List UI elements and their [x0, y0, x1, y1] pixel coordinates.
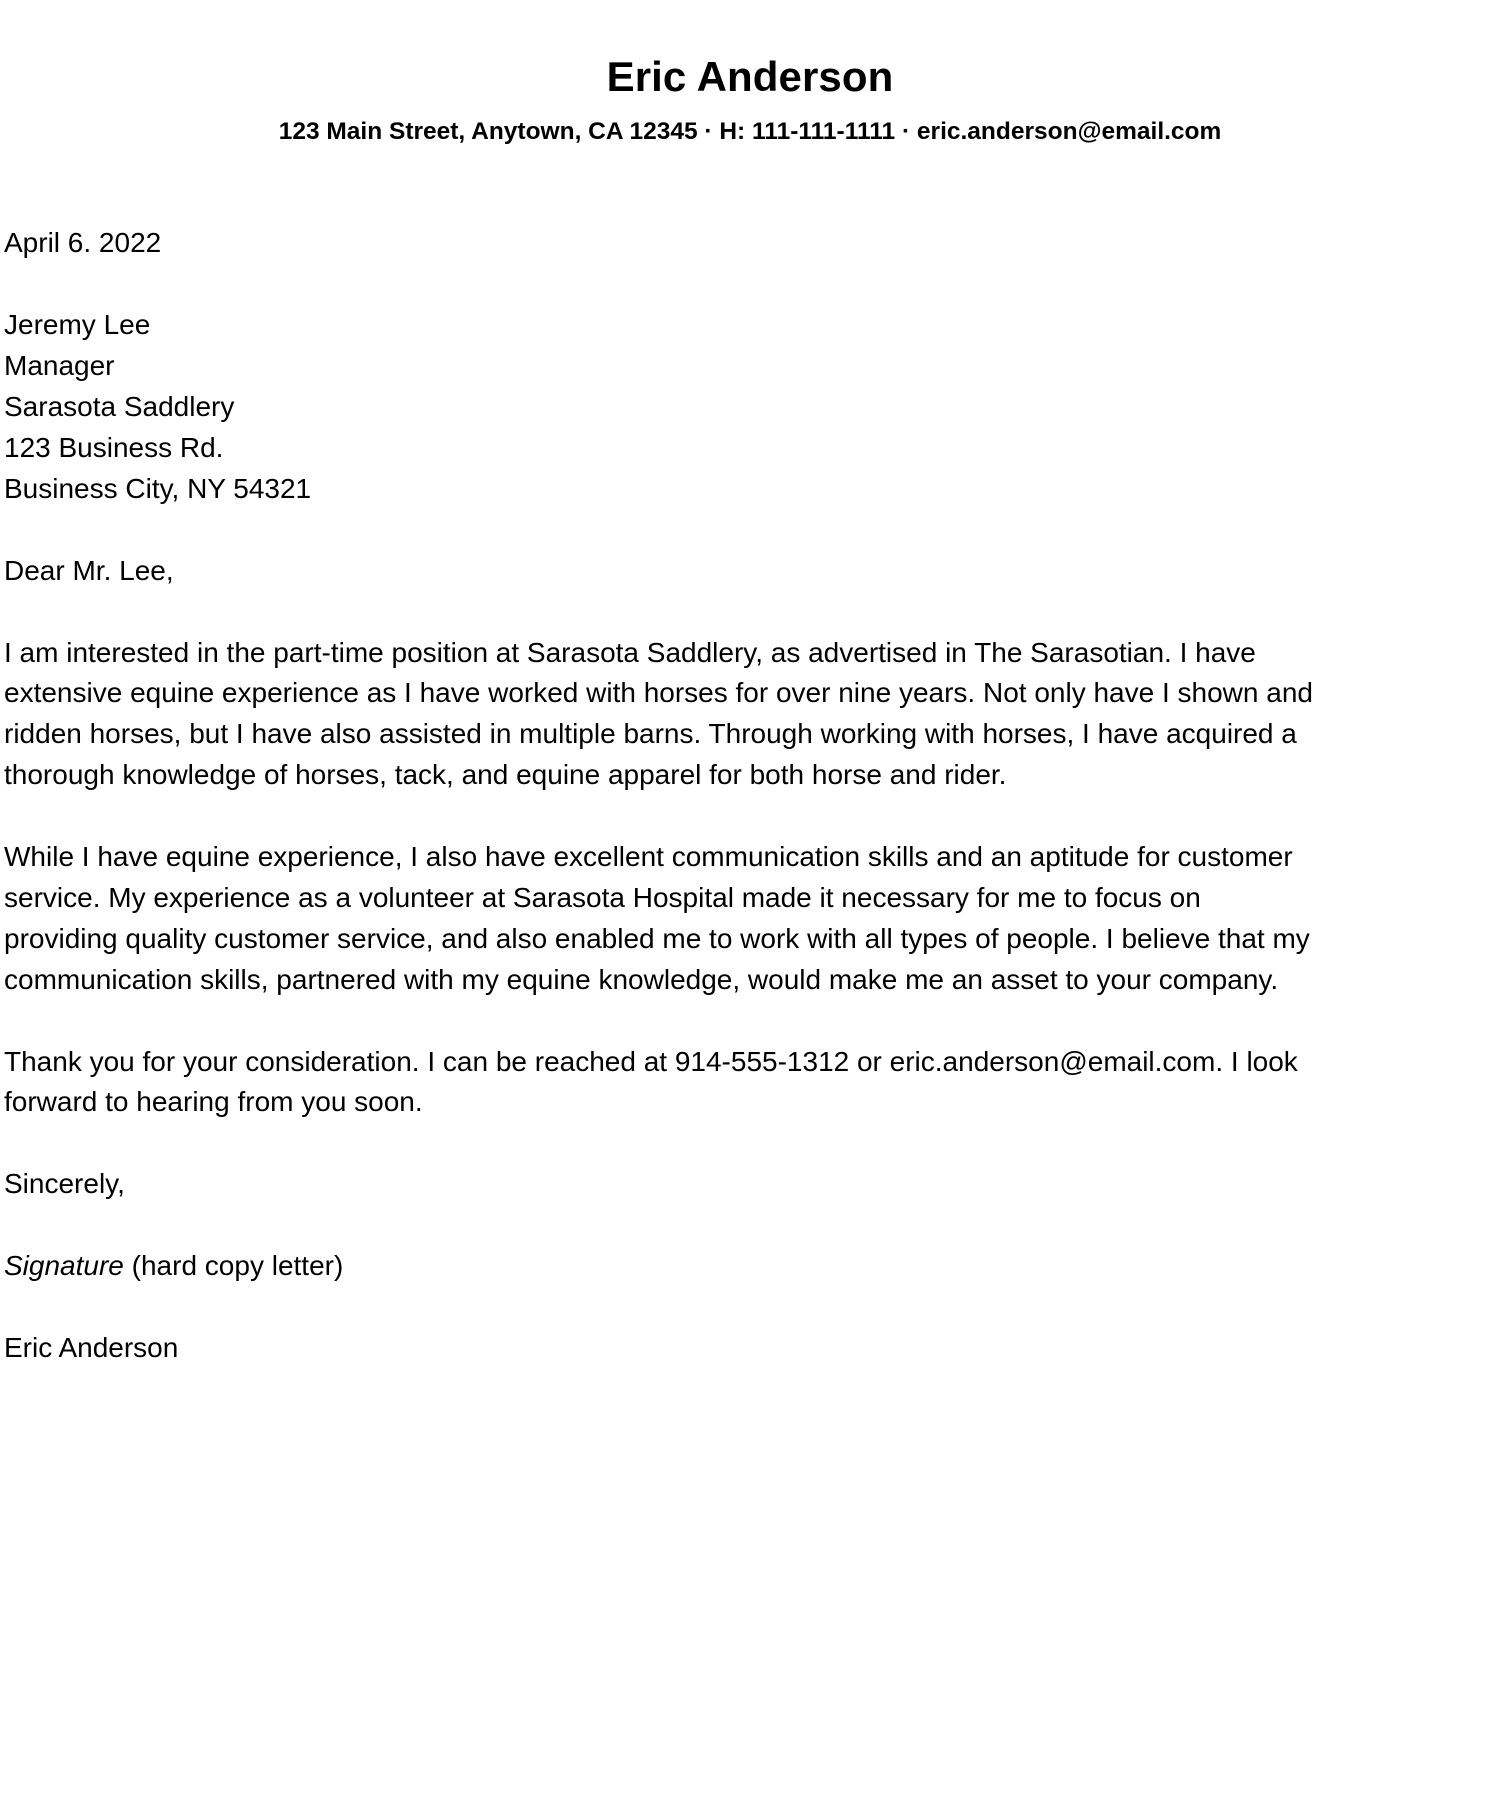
blank-line [4, 510, 1492, 551]
signature-note: (hard copy letter) [123, 1250, 344, 1282]
recipient-company: Sarasota Saddlery [4, 391, 235, 423]
blank-line [4, 264, 1492, 305]
blank-line [4, 1205, 1492, 1246]
blank-line [4, 1287, 1492, 1328]
blank-line [4, 1123, 1492, 1164]
salutation-block [4, 551, 1492, 592]
sender-name-block [4, 1328, 1492, 1369]
letterhead [0, 0, 1500, 147]
recipient-address-block [4, 305, 1492, 509]
salutation: Dear Mr. Lee, [4, 554, 174, 586]
letter-body [0, 223, 1500, 1369]
signature-label: Signature [4, 1250, 124, 1282]
body-paragraph-1: I am interested in the part-time position at Sarasota Saddlery, as advertised in The Sarasotian. I have extensive equine experience as I have worked with horses for over nine years. Not only have I shown and ridden horses, but I have also assisted in multiple barns. Through working with horses, I have acquired a thorough knowledge of horses, tack, and equine apparel for both horse and rider. [4, 636, 1313, 791]
blank-line [4, 1001, 1492, 1042]
valediction-block [4, 1164, 1492, 1205]
body-paragraph-2: While I have equine experience, I also have excellent communication skills and an aptitude for customer service. My experience as a volunteer at Sarasota Hospital made it necessary for me to focus on providing quality customer service, and also enabled me to work with all types of people. I believe that my communication skills, partnered with my equine knowledge, would make me an asset to your company. [4, 841, 1310, 995]
blank-line [4, 592, 1492, 633]
recipient-name: Jeremy Lee [4, 309, 151, 341]
letterhead-spacer [0, 147, 1500, 223]
blank-line [4, 796, 1492, 837]
letterhead-name: Eric Anderson [606, 53, 894, 100]
date-block [4, 223, 1492, 264]
valediction: Sincerely, [4, 1168, 125, 1200]
recipient-street: 123 Business Rd. [4, 431, 224, 463]
recipient-title: Manager [4, 350, 115, 382]
recipient-city-state-zip: Business City, NY 54321 [4, 472, 312, 504]
letterhead-contact-line: 123 Main Street, Anytown, CA 12345 · H: 111-111-1111 · eric.anderson@email.com [278, 117, 1222, 145]
sender-name: Eric Anderson [4, 1332, 179, 1364]
body-paragraph-3: Thank you for your consideration. I can be reached at 914-555-1312 or eric.anderson@email.com. I look forward to hearing from you soon. [4, 1045, 1298, 1118]
date-line: April 6. 2022 [4, 227, 162, 259]
signature-placeholder-block [4, 1246, 1492, 1287]
